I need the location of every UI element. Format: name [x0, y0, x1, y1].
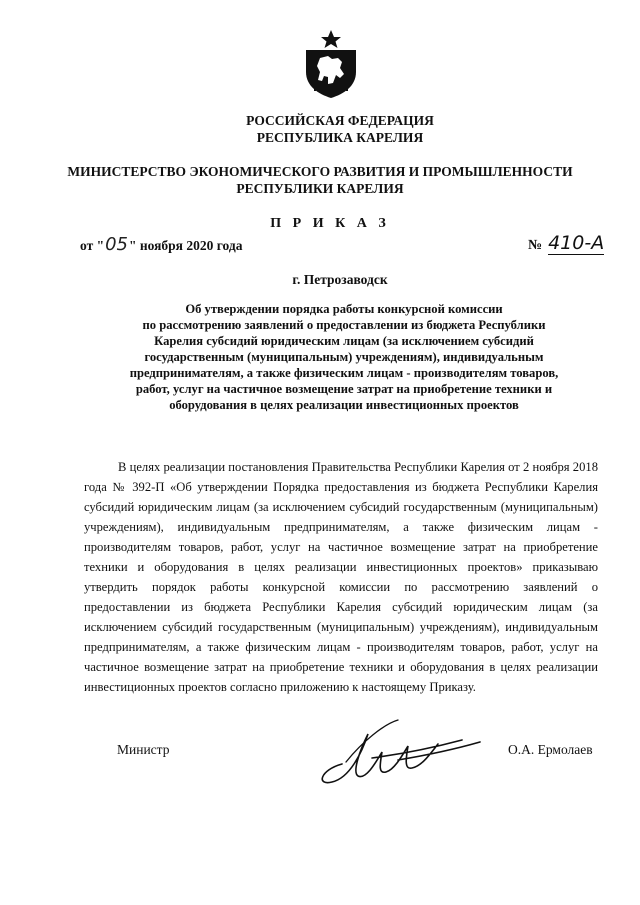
country-header [20, 112, 640, 146]
subject-line: оборудования в целях реализации инвестиционных проектов [169, 398, 519, 412]
signatory-name: О.А. Ермолаев [508, 742, 593, 757]
subject-line: работ, услуг на частичное возмещение затрат на приобретение техники и [135, 382, 553, 396]
order-body-paragraph: В целях реализации постановления Правительства Республики Карелия от 2 ноября 2018 года № 392-П «Об утверждении Порядка предоставления из бюджета Республики Карелия субсидий юридическим лицам (за исключением субсидий государственным (муниципальным) учреждениям), индивидуальным предпринимателям, а также физическим лицам - производителям товаров, работ, услуг на частичное возмещение затрат на приобретение техники и оборудования в целях реализации инвестиционных проектов» приказываю утвердить порядок работы конкурсной комиссии по рассмотрению заявлений о предоставлении из бюджета Республики Карелия субсидий юридическим лицам (за исключением субсидий государственным (муниципальным) учреждениям), индивидуальным предпринимателям, а также физическим лицам - производителям товаров, работ, услуг на частичное возмещение затрат на приобретение техники и оборудования в целях реализации инвестиционных проектов согласно приложению к настоящему Приказу. [84, 460, 598, 694]
subject-line: государственным (муниципальным) учреждениям), индивидуальным [144, 350, 544, 364]
subject-line: Карелия субсидий юридическим лицам (за исключением субсидий [154, 334, 534, 348]
subject-line: по рассмотрению заявлений о предоставлении из бюджета Республики [142, 318, 546, 332]
ministry-line-2: РЕСПУБЛИКИ КАРЕЛИЯ [236, 181, 404, 196]
date-suffix: " ноября 2020 года [128, 238, 243, 253]
number-value-handwritten: 410-А [548, 232, 605, 254]
city-line: г. Петрозаводск [292, 272, 388, 287]
order-date [80, 234, 242, 255]
country-line-2: РЕСПУБЛИКА КАРЕЛИЯ [256, 130, 424, 145]
subject-line: предпринимателям, а также физическим лицам - производителям товаров, [129, 366, 559, 380]
signatory-role: Министр [117, 742, 170, 757]
coat-of-arms-icon [300, 28, 362, 100]
order-subject [84, 301, 604, 413]
date-prefix: от " [80, 238, 105, 253]
order-number [528, 232, 604, 254]
number-label: № [528, 238, 543, 253]
ministry-line-1: МИНИСТЕРСТВО ЭКОНОМИЧЕСКОГО РАЗВИТИЯ И ПРОМЫШЛЕННОСТИ [67, 164, 573, 179]
ministry-header [0, 163, 640, 197]
handwritten-signature [302, 712, 492, 790]
document-title: П Р И К А З [270, 216, 390, 231]
date-day-handwritten: 05 [105, 234, 128, 255]
subject-line: Об утверждении порядка работы конкурсной комиссии [185, 302, 503, 316]
country-line-1: РОССИЙСКАЯ ФЕДЕРАЦИЯ [246, 113, 434, 128]
